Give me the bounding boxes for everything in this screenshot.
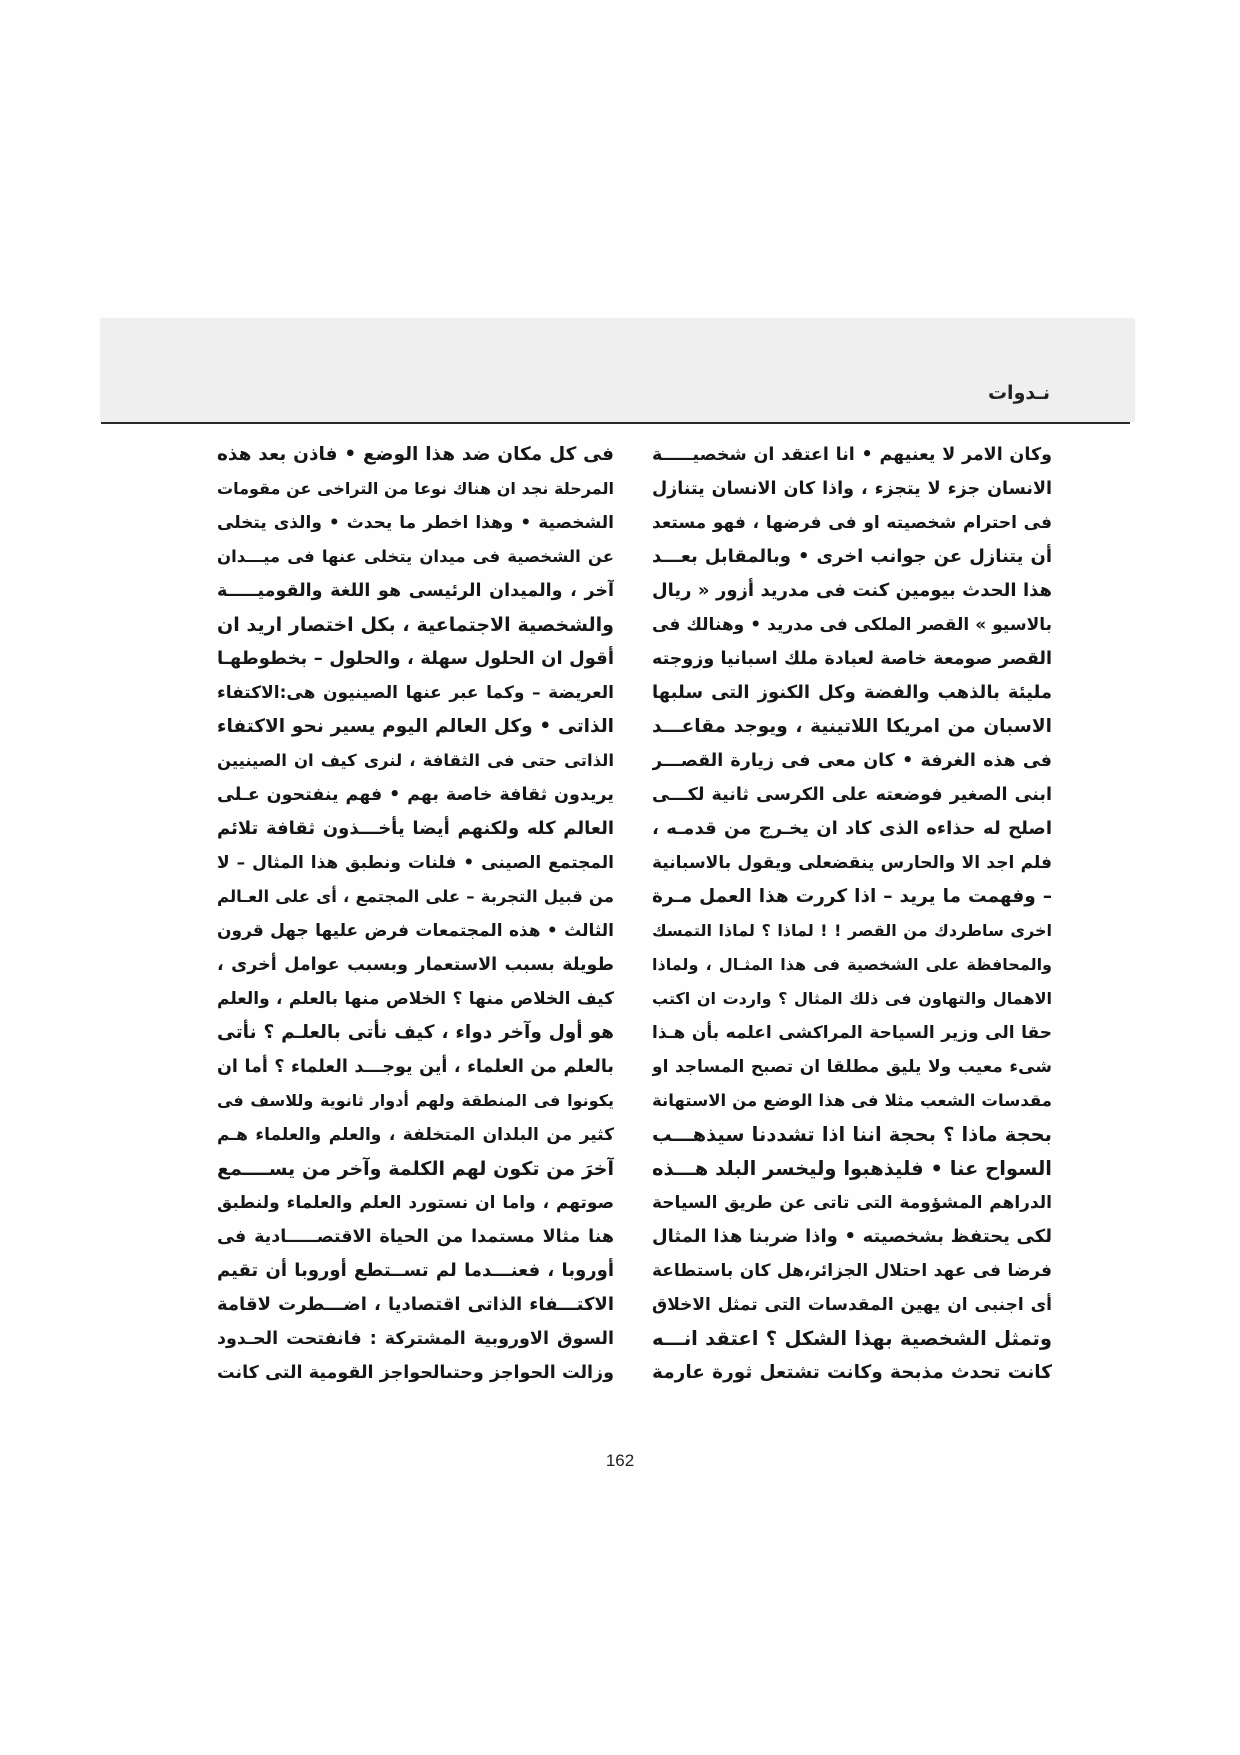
text-line: والشخصية الاجتماعية ، بكل اختصار اريد ان: [217, 614, 614, 636]
text-line: الذاتى • وكل العالم اليوم يسير نحو الاكتفاء: [217, 716, 614, 737]
text-line: طويلة بسبب الاستعمار وبسبب عوامل أخرى ،: [217, 955, 614, 975]
text-line: يريدون ثقافة خاصة بهم • فهم ينفتحون عـلى: [217, 785, 614, 805]
text-line: الاسبان من امريكا اللاتينية ، ويوجد مقاعـــد: [652, 716, 1052, 737]
text-line: بالاسيو » القصر الملكى فى مدريد • وهنالك فى: [652, 615, 1052, 635]
text-line: آخر ، والميدان الرئيسى هو اللغة والقوميـــــة: [217, 581, 614, 601]
text-line: هذا الحدث بيومين كنت فى مدريد أزور « ريال: [652, 580, 1052, 601]
text-line: يكونوا فى المنطقة ولهم أدوار ثانوية وللاسف فى: [217, 1091, 614, 1110]
text-line: الانسان جزء لا يتجزء ، واذا كان الانسان يتنازل: [652, 479, 1052, 499]
text-line: السواح عنا • فليذهبوا وليخسر البلد هـــذه: [652, 1157, 1052, 1180]
text-line: المرحلة نجد ان هناك نوعا من التراخى عن مقومات: [217, 479, 614, 498]
text-line: الاكتـــفاء الذاتى اقتصاديا ، اضـــطرت لاقامة: [217, 1294, 614, 1315]
text-line: لكى يحتفظ بشخصيته • واذا ضربنا هذا المثال: [652, 1226, 1052, 1247]
text-line: حقا الى وزير السياحة المراكشى اعلمه بأن هـذا: [652, 1023, 1052, 1043]
text-line: العريضة – وكما عبر عنها الصينيون هى:الاكتفاء: [217, 683, 614, 703]
text-line: ابنى الصغير فوضعته على الكرسى ثانية لكـــى: [652, 785, 1052, 805]
text-line: الشخصية • وهذا اخطر ما يحدث • والذى يتخلى: [217, 513, 614, 533]
text-line: مليئة بالذهب والفضة وكل الكنوز التى سلبها: [652, 682, 1052, 703]
scan-shading: [100, 318, 1135, 422]
text-line: كانت تحدث مذبحة وكانت تشتعل ثورة عارمة: [652, 1362, 1052, 1383]
text-line: أوروبا ، فعنـــدما لم تســتطع أوروبا أن تقيم: [217, 1260, 614, 1281]
text-line: بحجة ماذا ؟ بحجة اننا اذا تشددنا سيذهـــب: [652, 1123, 1052, 1146]
text-line: هو أول وآخر دواء ، كيف نأتى بالعلـم ؟ نأتى: [217, 1022, 614, 1043]
text-line: الاهمال والتهاون فى ذلك المثال ؟ واردت ان اكتب: [652, 989, 1052, 1008]
text-column-right: [652, 438, 1052, 1390]
text-line: القصر صومعة خاصة لعبادة ملك اسبانيا وزوجته: [652, 649, 1052, 669]
text-line: وزالت الحواجز وحتىالحواجز القومية التى كانت: [217, 1363, 614, 1383]
text-line: كيف الخلاص منها ؟ الخلاص منها بالعلم ، والعلم: [217, 989, 614, 1009]
text-line: بالعلم من العلماء ، أين يوجـــد العلماء ؟ أما ان: [217, 1057, 614, 1077]
text-line: الذاتى حتى فى الثقافة ، لنرى كيف ان الصينيين: [217, 751, 614, 770]
text-line: عن الشخصية فى ميدان يتخلى عنها فى ميـــدان: [217, 547, 614, 566]
text-line: والمحافظة على الشخصية فى هذا المثـال ، ولماذا: [652, 955, 1052, 974]
section-title: نـدوات: [987, 382, 1050, 404]
text-line: الثالث • هذه المجتمعات فرض عليها جهل قرون: [217, 921, 614, 941]
text-line: أى اجنبى ان يهين المقدسات التى تمثل الاخلاق: [652, 1295, 1052, 1315]
text-line: مقدسات الشعب مثلا فى هذا الوضع من الاستهانة: [652, 1091, 1052, 1110]
text-line: فلم اجد الا والحارس ينقضعلى ويقول بالاسبانية: [652, 853, 1052, 873]
text-line: اخرى ساطردك من القصر ! ! لماذا ؟ لماذا التمسك: [652, 921, 1052, 940]
text-line: اصلح له حذاءه الذى كاد ان يخـرج من قدمـه ،: [652, 818, 1052, 839]
text-line: من قبيل التجربة – على المجتمع ، أى على العـالم: [217, 887, 614, 906]
text-line: هنا مثالا مستمدا من الحياة الاقتصـــــادية فى: [217, 1227, 614, 1247]
text-line: آخرَ من تكون لهم الكلمة وآخر من يســــمع: [217, 1158, 614, 1180]
text-line: فى احترام شخصيته او فى فرضها ، فهو مستعد: [652, 513, 1052, 533]
text-line: فرضا فى عهد احتلال الجزائر،هل كان باستطاعة: [652, 1261, 1052, 1281]
text-line: السوق الاوروبية المشتركة : فانفتحت الحـدود: [217, 1329, 614, 1349]
header-rule: [101, 422, 1130, 424]
text-line: أقول ان الحلول سهلة ، والحلول – بخطوطهـا: [217, 648, 614, 669]
text-line: فى كل مكان ضد هذا الوضع • فاذن بعد هذه: [217, 444, 614, 465]
text-line: الدراهم المشؤومة التى تاتى عن طريق السياحة: [652, 1193, 1052, 1213]
text-line: المجتمع الصينى • فلنات ونطبق هذا المثال – لا: [217, 853, 614, 873]
text-line: أن يتنازل عن جوانب اخرى • وبالمقابل بعـــد: [652, 546, 1052, 567]
text-line: كثير من البلدان المتخلفة ، والعلم والعلماء هـم: [217, 1125, 614, 1145]
text-line: – وفهمت ما يريد – اذا كررت هذا العمل مـرة: [652, 886, 1052, 907]
text-line: شىء معيب ولا يليق مطلقا ان تصبح المساجد او: [652, 1057, 1052, 1077]
text-line: وكان الامر لا يعنيهم • انا اعتقد ان شخصيـــــة: [652, 445, 1052, 465]
text-column-left: [217, 438, 614, 1390]
text-line: فى هذه الغرفة • كان معى فى زيارة القصـــر: [652, 751, 1052, 771]
page-number: 162: [605, 1451, 635, 1470]
text-line: العالم كله ولكنهم أيضا يأخـــذون ثقافة تلائم: [217, 818, 614, 839]
text-line: صوتهم ، واما ان نستورد العلم والعلماء ولنطبق: [217, 1193, 614, 1213]
text-line: وتمثل الشخصية بهذا الشكل ؟ اعتقد انـــه: [652, 1327, 1052, 1350]
